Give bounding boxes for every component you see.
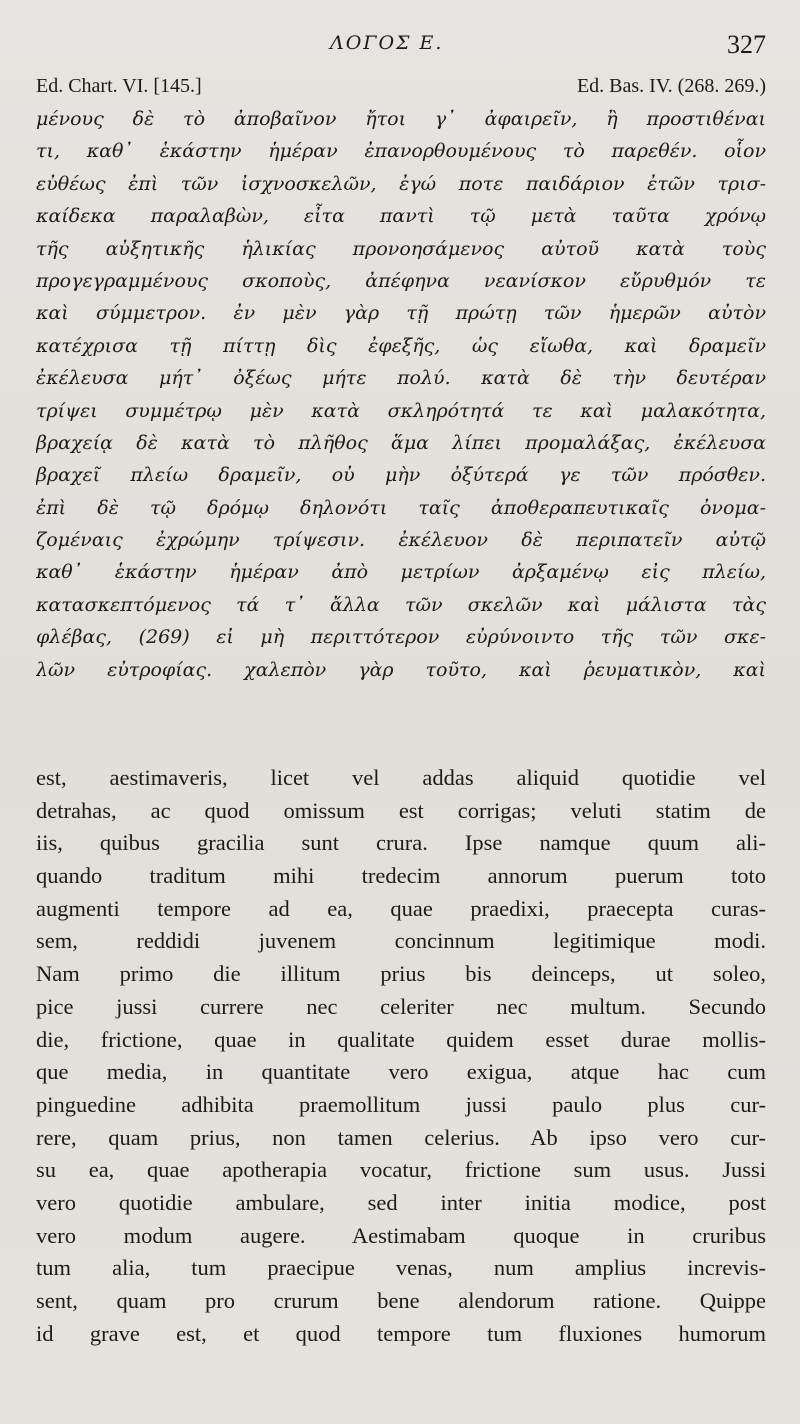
- greek-text-line: καθ᾽ ἑκάστην ἡμέραν ἀπὸ μετρίων ἀρξαμένῳ εἰς πλείω,: [36, 561, 766, 584]
- greek-text-line: μένους δὲ τὸ ἀποβαῖνον ἤτοι γ᾽ ἀφαιρεῖν, ἢ προστιθέναι: [36, 108, 766, 130]
- greek-text-line: λῶν εὐτροφίας. χαλεπὸν γὰρ τοῦτο, καὶ ῥευματικὸν, καὶ: [36, 658, 766, 681]
- greek-text-line: καίδεκα παραλαβὼν, εἶτα παντὶ τῷ μετὰ ταῦτα χρόνῳ: [36, 205, 766, 228]
- latin-text-line: sem, reddidi juvenem concinnum legitimique modi.: [36, 928, 766, 954]
- latin-text-line: vero quotidie ambulare, sed inter initia modice, post: [36, 1189, 766, 1215]
- greek-text-line: βραχεῖ πλείω δραμεῖν, οὐ μὴν ὀξύτερά γε τῶν πρόσθεν.: [36, 464, 766, 487]
- latin-text-line: pice jussi currere nec celeriter nec multum. Secundo: [36, 993, 766, 1019]
- greek-text-line: ζομέναις ἐχρώμην τρίψεσιν. ἐκέλευον δὲ περιπατεῖν αὐτῷ: [36, 529, 766, 552]
- greek-text-line: εὐθέως ἐπὶ τῶν ἰσχνοσκελῶν, ἐγώ ποτε παιδάριον ἐτῶν τρισ-: [36, 172, 766, 195]
- latin-text-line: sent, quam pro crurum bene alendorum ratione. Quippe: [36, 1288, 766, 1313]
- edition-basel-ref: Ed. Bas. IV. (268. 269.): [576, 75, 766, 97]
- greek-text-line: τῆς αὐξητικῆς ἡλικίας προνοησάμενος αὐτοῦ κατὰ τοὺς: [36, 237, 766, 260]
- latin-text-line: est, aestimaveris, licet vel addas aliquid quotidie vel: [36, 765, 766, 790]
- greek-text-line: καὶ σύμμετρον. ἐν μὲν γὰρ τῇ πρώτῃ τῶν ἡμερῶν αὐτὸν: [36, 302, 766, 325]
- latin-text-line: rere, quam prius, non tamen celerius. Ab ipso vero cur-: [36, 1124, 766, 1150]
- greek-text-line: κατασκεπτόμενος τά τ᾽ ἄλλα τῶν σκελῶν καὶ μάλιστα τὰς: [36, 593, 766, 616]
- greek-text-line: τι, καθ᾽ ἑκάστην ἡμέραν ἐπανορθουμένους τὸ παρεθέν. οἷον: [36, 140, 766, 163]
- latin-text-line: iis, quibus gracilia sunt crura. Ipse namque quum ali-: [36, 830, 766, 856]
- latin-text-line: que media, in quantitate vero exigua, atque hac cum: [36, 1059, 766, 1085]
- latin-text-line: detrahas, ac quod omissum est corrigas; veluti statim de: [36, 797, 766, 823]
- latin-text-line: vero modum augere. Aestimabam quoque in cruribus: [36, 1222, 766, 1248]
- running-head: [0, 32, 800, 62]
- page-number: 327: [727, 30, 766, 59]
- latin-text-line: id grave est, et quod tempore tum fluxiones humorum: [36, 1320, 766, 1346]
- edition-reference-line: [36, 75, 766, 101]
- latin-text-line: Nam primo die illitum prius bis deinceps, ut soleo,: [36, 961, 766, 987]
- running-title: ΛΟΓΟΣ Ε.: [330, 32, 444, 54]
- greek-text-line: ἐπὶ δὲ τῷ δρόμῳ δηλονότι ταῖς ἀποθεραπευτικαῖς ὀνομα-: [36, 496, 766, 519]
- greek-text-line: βραχείᾳ δὲ κατὰ τὸ πλῆθος ἅμα λίπει προμαλάξας, ἐκέλευσα: [36, 431, 766, 454]
- latin-text-block: [36, 762, 766, 1350]
- greek-text-line: τρίψει συμμέτρῳ μὲν κατὰ σκληρότητά τε καὶ μαλακότητα,: [36, 399, 766, 422]
- latin-text-line: augmenti tempore ad ea, quae praedixi, praecepta curas-: [36, 895, 766, 921]
- latin-text-line: quando traditum mihi tredecim annorum puerum toto: [36, 863, 766, 889]
- edition-chartier-ref: Ed. Chart. VI. [145.]: [36, 75, 202, 97]
- latin-text-line: su ea, quae apotherapia vocatur, frictione sum usus. Jussi: [36, 1157, 766, 1183]
- latin-text-line: die, frictione, quae in qualitate quidem esset durae mollis-: [36, 1026, 766, 1052]
- greek-text-line: κατέχρισα τῇ πίττῃ δὶς ἐφεξῆς, ὡς εἴωθα, καὶ δραμεῖν: [36, 334, 766, 357]
- greek-text-line: φλέβας, (269) εἰ μὴ περιττότερον εὐρύνοιντο τῆς τῶν σκε-: [36, 626, 766, 649]
- greek-text-block: [36, 103, 766, 686]
- latin-text-line: pinguedine adhibita praemollitum jussi paulo plus cur-: [36, 1091, 766, 1117]
- greek-text-line: προγεγραμμένους σκοποὺς, ἀπέφηνα νεανίσκον εὔρυθμόν τε: [36, 269, 766, 292]
- greek-text-line: ἐκέλευσα μήτ᾽ ὀξέως μήτε πολύ. κατὰ δὲ τὴν δευτέραν: [36, 367, 766, 390]
- latin-text-line: tum alia, tum praecipue venas, num amplius increvis-: [36, 1255, 766, 1281]
